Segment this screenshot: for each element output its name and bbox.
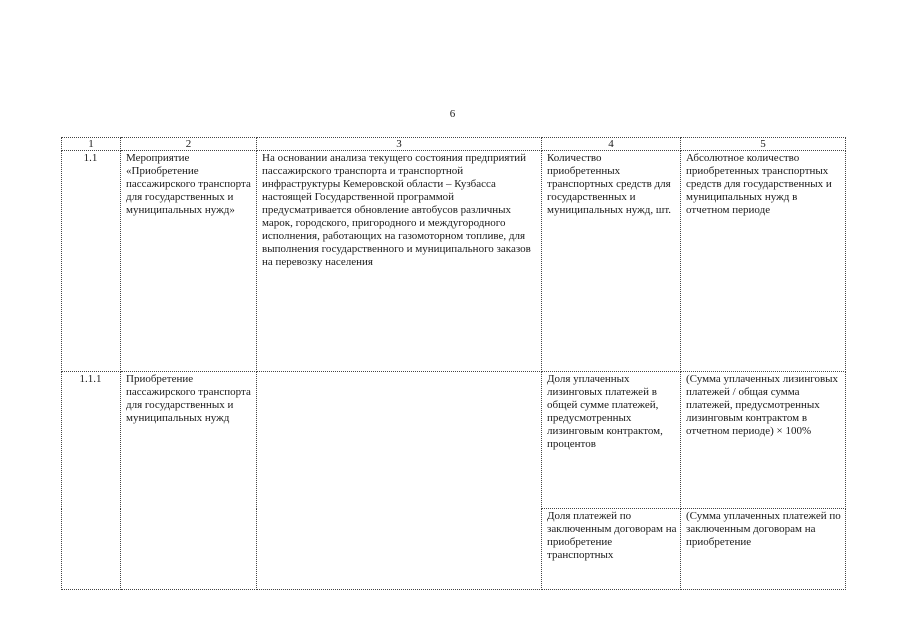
indicator-formula-text: (Сумма уплаченных платежей по заключенным договорам на приобретение	[686, 510, 841, 548]
indicator-name: Количество приобретенных транспортных средств для государственных и муниципальных нужд, шт.	[542, 151, 681, 372]
page-number: 6	[449, 108, 456, 120]
row-number: 1.1.1	[62, 372, 121, 590]
indicator-formula: Абсолютное количество приобретенных транспортных средств для государственных и муниципальных нужд в отчетном периоде	[681, 151, 846, 372]
indicator-name-text: Доля платежей по заключенным договорам на приобретение транспортных	[547, 510, 677, 561]
indicator-name	[542, 509, 681, 590]
measure-name: Мероприятие «Приобретение пассажирского транспорта для государственных и муниципальных нужд»	[121, 151, 257, 372]
header-cell-4: 4	[542, 138, 681, 151]
row-number: 1.1	[62, 151, 121, 372]
measure-description: На основании анализа текущего состояния предприятий пассажирского транспорта и транспортной инфраструктуры Кемеровской области – Кузбасса настоящей Государственной программой предусматривается обновление автобусов различных марок, городского, пригородного и междугородного исполнения, работающих на газомоторном топливе, для выполнения государственного и муниципального заказов на перевозку населения	[257, 151, 542, 372]
indicators-table	[61, 137, 846, 590]
indicator-name: Доля уплаченных лизинговых платежей в общей сумме платежей, предусмотренных лизинговым контрактом, процентов	[542, 372, 681, 509]
table-row-1-1-1	[62, 372, 846, 509]
indicator-formula: (Сумма уплаченных лизинговых платежей / общая сумма платежей, предусмотренных лизинговым контрактом в отчетном периоде) × 100%	[681, 372, 846, 509]
header-cell-1: 1	[62, 138, 121, 151]
header-cell-5: 5	[681, 138, 846, 151]
header-cell-3: 3	[257, 138, 542, 151]
measure-name: Приобретение пассажирского транспорта для государственных и муниципальных нужд	[121, 372, 257, 590]
table-row-1-1	[62, 151, 846, 372]
indicator-formula	[681, 509, 846, 590]
header-cell-2: 2	[121, 138, 257, 151]
measure-description	[257, 372, 542, 590]
header-row	[62, 138, 846, 151]
